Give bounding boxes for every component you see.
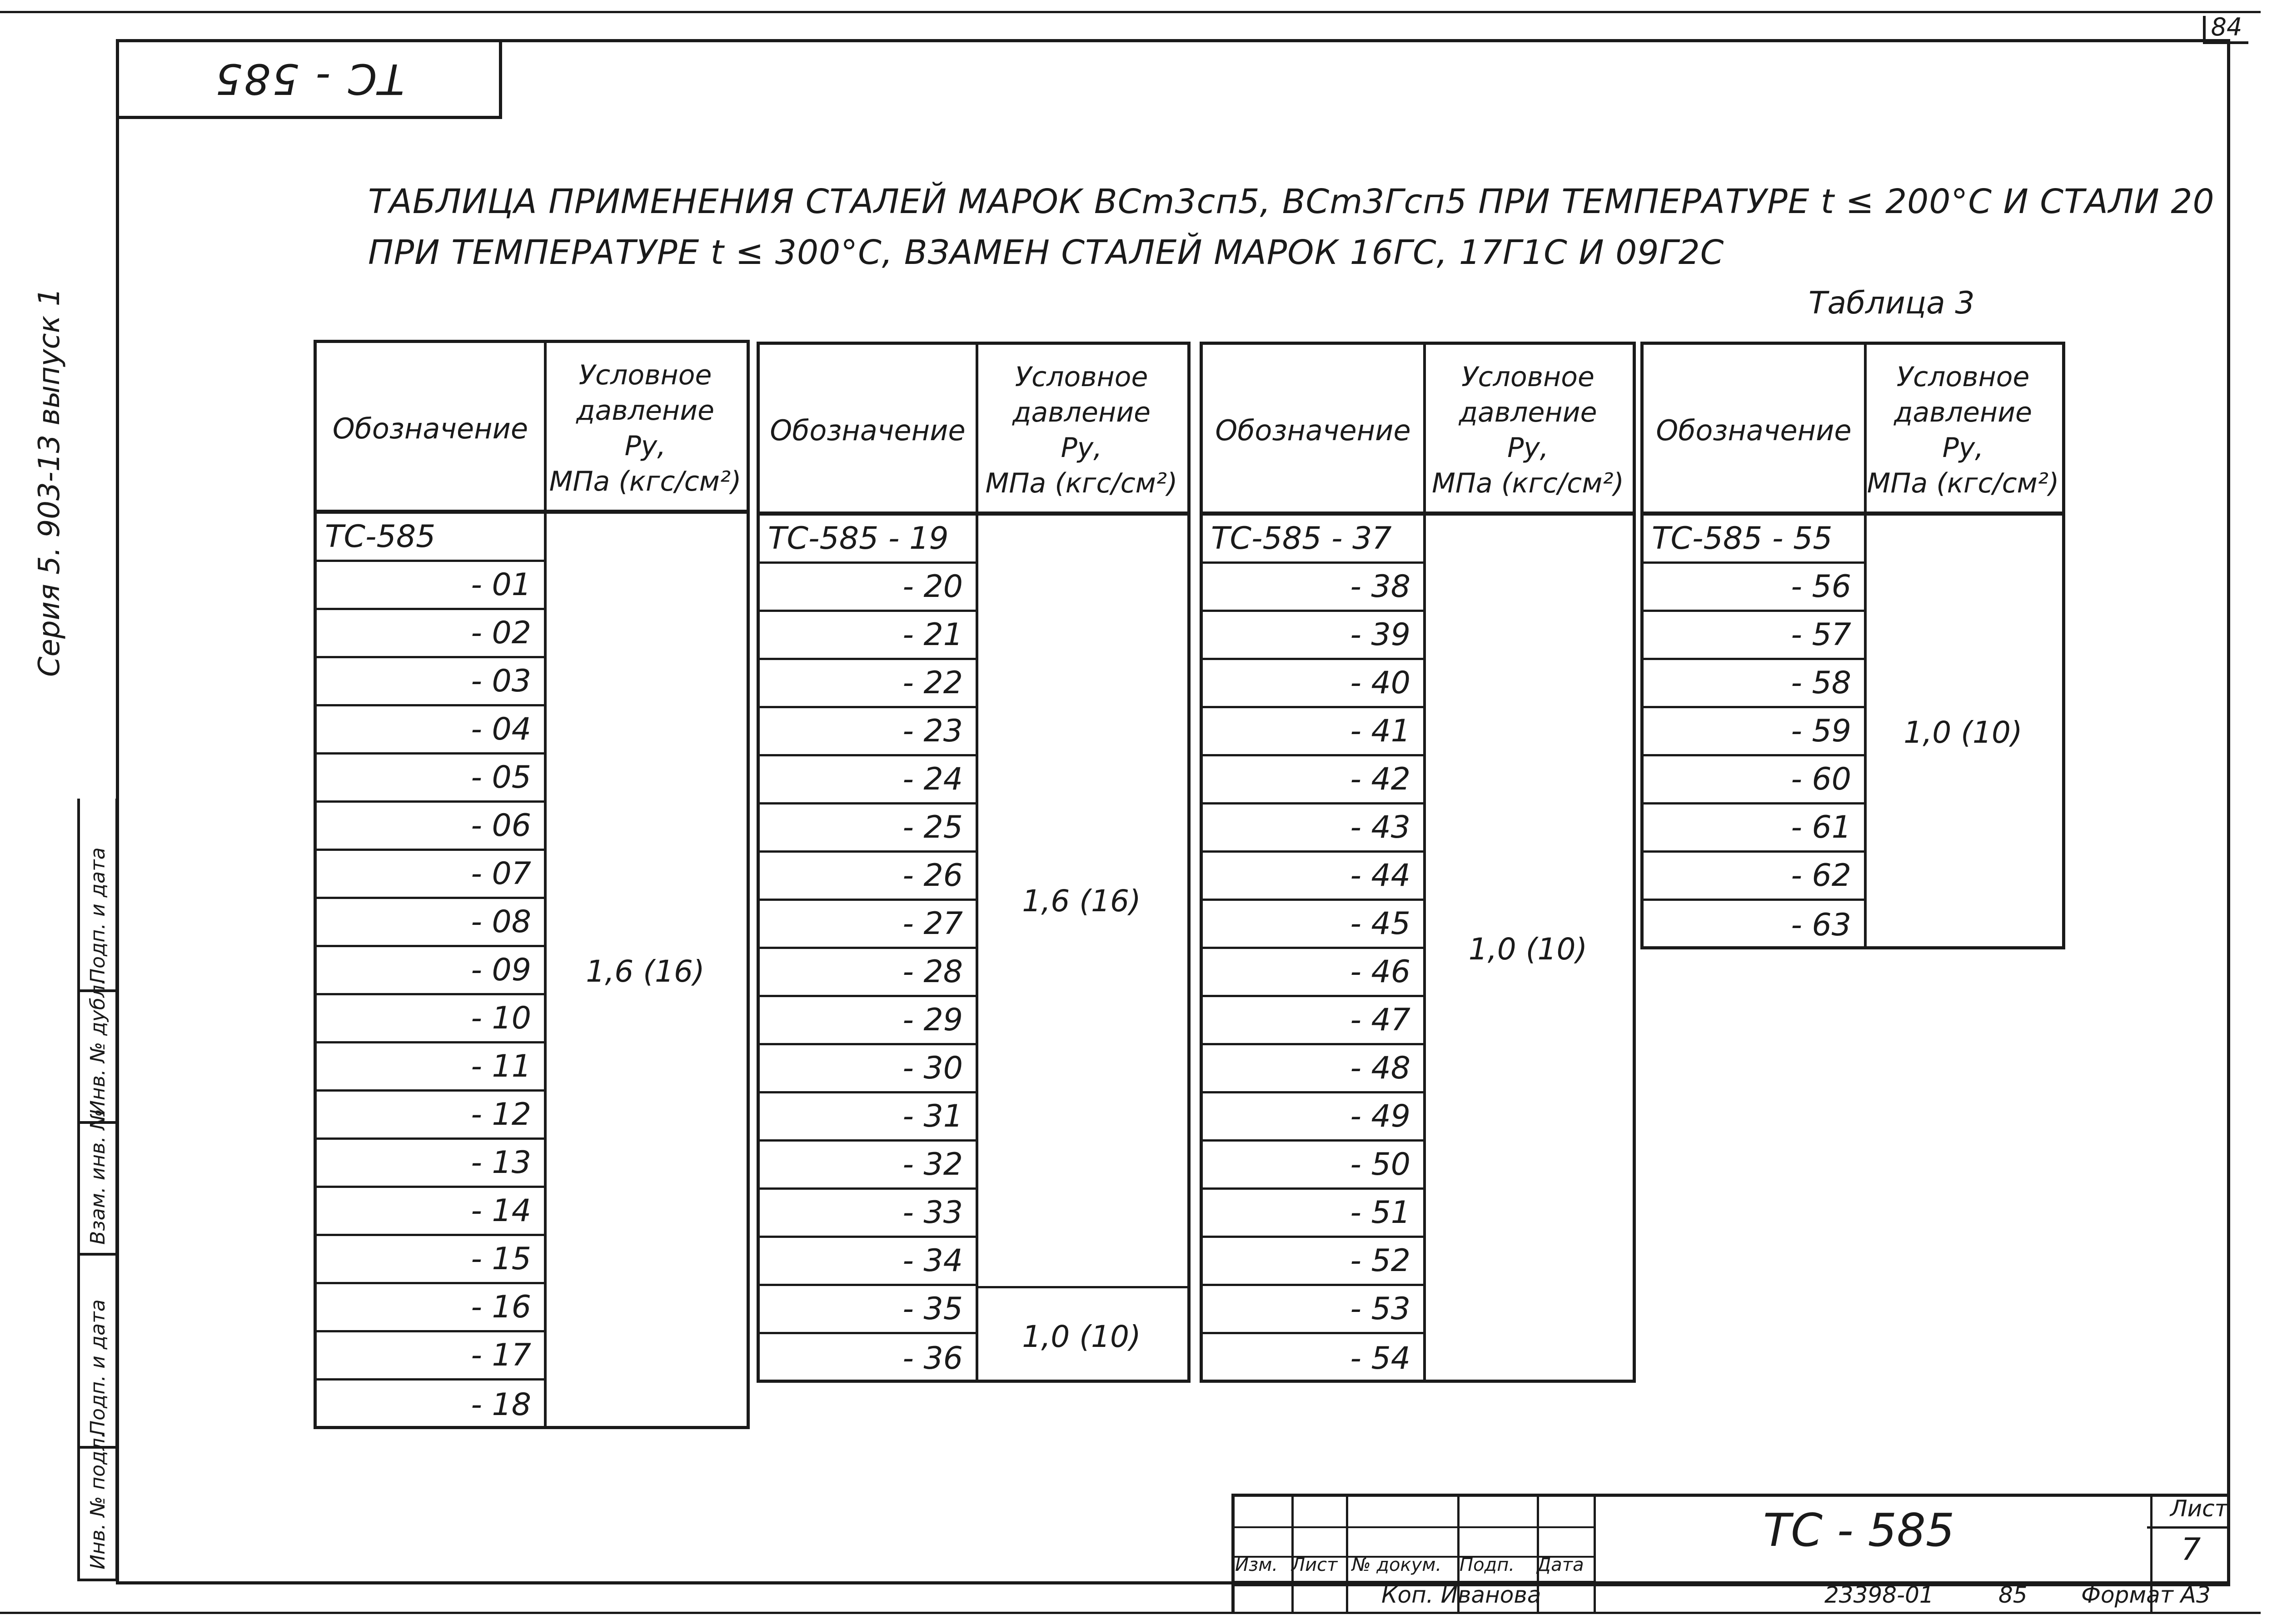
table-row: - 39 (1203, 612, 1423, 660)
table-row: - 42 (1203, 756, 1423, 805)
side-label-inv-dubl: Инв. № дубл. (86, 978, 110, 1115)
pressure-value: 1,6 (16) (586, 954, 705, 989)
table-row: - 02 (317, 610, 544, 658)
table-row: - 22 (760, 660, 976, 708)
table-row: - 54 (1350, 1340, 1410, 1376)
table-row: - 25 (760, 805, 976, 853)
table-row: - 29 (760, 997, 976, 1045)
stamp-col-podp: Подп. (1460, 1554, 1515, 1575)
pressure-value: 1,0 (10) (1903, 715, 2023, 750)
table-row: - 24 (760, 756, 976, 805)
table-label: Таблица 3 (1809, 285, 1975, 321)
pressure-header (1864, 345, 2062, 516)
pressure-header-line: давление (1893, 397, 2032, 428)
table-row: - 38 (1203, 564, 1423, 612)
table-group-4 (1640, 342, 2065, 949)
table-row: ТС-585 (317, 514, 544, 562)
pressure-header-line: МПа (кгс/см²) (1867, 467, 2059, 499)
sheet-number: 84 (2211, 13, 2242, 41)
table-row: - 28 (760, 949, 976, 997)
table-group-2 (757, 342, 1191, 1383)
table-row: - 51 (1203, 1190, 1423, 1238)
table-row: - 53 (1203, 1286, 1423, 1334)
pressure-header-line: МПа (кгс/см²) (1432, 467, 1624, 499)
table-row: - 47 (1203, 997, 1423, 1045)
title-line-2: ПРИ ТЕМПЕРАТУРЕ t ≤ 300°С, ВЗАМЕН СТАЛЕЙ МАРОК 16ГС, 17Г1С И 09Г2С (368, 233, 1724, 272)
table-row: - 50 (1203, 1142, 1423, 1190)
stamp-sheet-label: Лист (2170, 1495, 2228, 1522)
table-row: - 23 (760, 708, 976, 756)
table-row: - 31 (760, 1093, 976, 1142)
table-row: ТС-585 - 37 (1203, 516, 1423, 564)
stamp-inventory: 23398-01 (1824, 1582, 1934, 1608)
designation-header: Обозначение (1215, 413, 1411, 447)
stamp-copy-by: Коп. Иванова (1381, 1582, 1541, 1608)
pressure-header-line: Ру, (624, 430, 666, 462)
tc-code-flipped: ТС - 585 (214, 55, 404, 104)
table-row: - 57 (1644, 612, 1864, 660)
stamp-sheet-value: 7 (2181, 1532, 2201, 1568)
pressure-header-line: Условное (1461, 361, 1594, 393)
designation-header: Обозначение (332, 412, 528, 445)
pressure-header-line: Ру, (1061, 432, 1102, 464)
table-row: - 11 (317, 1043, 544, 1092)
table-row: - 35 (760, 1286, 976, 1334)
table-row: - 21 (760, 612, 976, 660)
table-row: - 16 (317, 1284, 544, 1332)
stamp-inventory-num: 85 (1998, 1582, 2028, 1608)
pressure-header-line: давление (576, 395, 714, 427)
stamp-col-ndoc: № докум. (1352, 1554, 1442, 1575)
table-row: - 52 (1203, 1238, 1423, 1286)
table-row: - 30 (760, 1045, 976, 1093)
table-row: - 49 (1203, 1093, 1423, 1142)
designation-header: Обозначение (770, 413, 966, 447)
stamp-sheet-divider (2147, 1526, 2230, 1529)
table-row: - 27 (760, 901, 976, 949)
table-row: - 08 (317, 899, 544, 947)
pressure-header-line: Условное (578, 359, 712, 391)
table-row: - 12 (317, 1092, 544, 1140)
stamp-col-list: Лист (1291, 1554, 1338, 1575)
table-row: - 63 (1791, 907, 1851, 943)
designation-header: Обозначение (1656, 413, 1852, 447)
table-row: - 40 (1203, 660, 1423, 708)
table-row: - 36 (902, 1340, 963, 1376)
pressure-value: 1,0 (10) (1468, 931, 1588, 967)
pressure-header-line: Условное (1896, 361, 2030, 393)
table-group-3 (1200, 342, 1636, 1383)
table-row: - 59 (1644, 708, 1864, 756)
table-row: ТС-585 - 19 (760, 516, 976, 564)
table-row: - 46 (1203, 949, 1423, 997)
pressure-header-line: Условное (1015, 361, 1148, 393)
table-row: - 48 (1203, 1045, 1423, 1093)
table-row: - 10 (317, 995, 544, 1043)
table-row: - 20 (760, 564, 976, 612)
frame-top-line (0, 11, 2261, 13)
pressure-header-line: Ру, (1507, 432, 1549, 464)
stamp-col-izm: Изм. (1235, 1554, 1278, 1575)
table-row: - 34 (760, 1238, 976, 1286)
table-row: - 56 (1644, 564, 1864, 612)
table-row: - 17 (317, 1332, 544, 1381)
table-row: - 26 (760, 853, 976, 901)
stamp-col-data: Дата (1537, 1554, 1584, 1575)
table-row: - 60 (1644, 756, 1864, 805)
side-label-podp-data-2: Подп. и дата (86, 847, 110, 983)
table-row: - 01 (317, 562, 544, 610)
table-row: - 15 (317, 1236, 544, 1284)
table-group-1 (314, 340, 750, 1429)
table-row: - 61 (1644, 805, 1864, 853)
pressure-header-line: давление (1012, 397, 1151, 428)
stamp-format: Формат А3 (2081, 1582, 2211, 1608)
table-row: - 05 (317, 755, 544, 803)
table-row: - 13 (317, 1140, 544, 1188)
pressure-header (544, 343, 747, 514)
pressure-header (1423, 345, 1633, 516)
stamp-doc-code: ТС - 585 (1763, 1504, 1955, 1557)
side-label-podp-data-1: Подп. и дата (86, 1299, 110, 1435)
table-row: ТС-585 - 55 (1644, 516, 1864, 564)
pressure-header-line: МПа (кгс/см²) (985, 467, 1178, 499)
table-row: - 04 (317, 706, 544, 755)
table-row: - 41 (1203, 708, 1423, 756)
title-line-1: ТАБЛИЦА ПРИМЕНЕНИЯ СТАЛЕЙ МАРОК ВСm3сп5, ВСm3Гсп5 ПРИ ТЕМПЕРАТУРЕ t ≤ 200°С И СТАЛИ 20 (368, 182, 2215, 221)
table-row: - 32 (760, 1142, 976, 1190)
table-row: - 45 (1203, 901, 1423, 949)
table-row: - 58 (1644, 660, 1864, 708)
table-row: - 43 (1203, 805, 1423, 853)
table-row: - 18 (471, 1386, 531, 1423)
pressure-header (976, 345, 1187, 516)
side-label-vzam-inv: Взам. инв. № (86, 1109, 110, 1245)
table-row: - 06 (317, 803, 544, 851)
pressure-value: 1,6 (16) (1022, 883, 1141, 919)
table-row: - 62 (1644, 853, 1864, 901)
side-label-inv-podl: Инв. № подл. (86, 1431, 110, 1569)
table-title (368, 176, 2215, 278)
table-row: - 44 (1203, 853, 1423, 901)
pressure-header-line: МПа (кгс/см²) (549, 466, 742, 497)
table-row: - 09 (317, 947, 544, 995)
pressure-header-line: Ру, (1942, 432, 1984, 464)
pressure-header-line: давление (1459, 397, 1597, 428)
table-row: - 33 (760, 1190, 976, 1238)
pressure-value: 1,0 (10) (976, 1286, 1187, 1385)
table-row: - 03 (317, 658, 544, 706)
table-row: - 07 (317, 851, 544, 899)
table-row: - 14 (317, 1188, 544, 1236)
frame-bottom-line (0, 1612, 2261, 1614)
series-text: Серия 5. 903-13 выпуск 1 (33, 288, 66, 677)
